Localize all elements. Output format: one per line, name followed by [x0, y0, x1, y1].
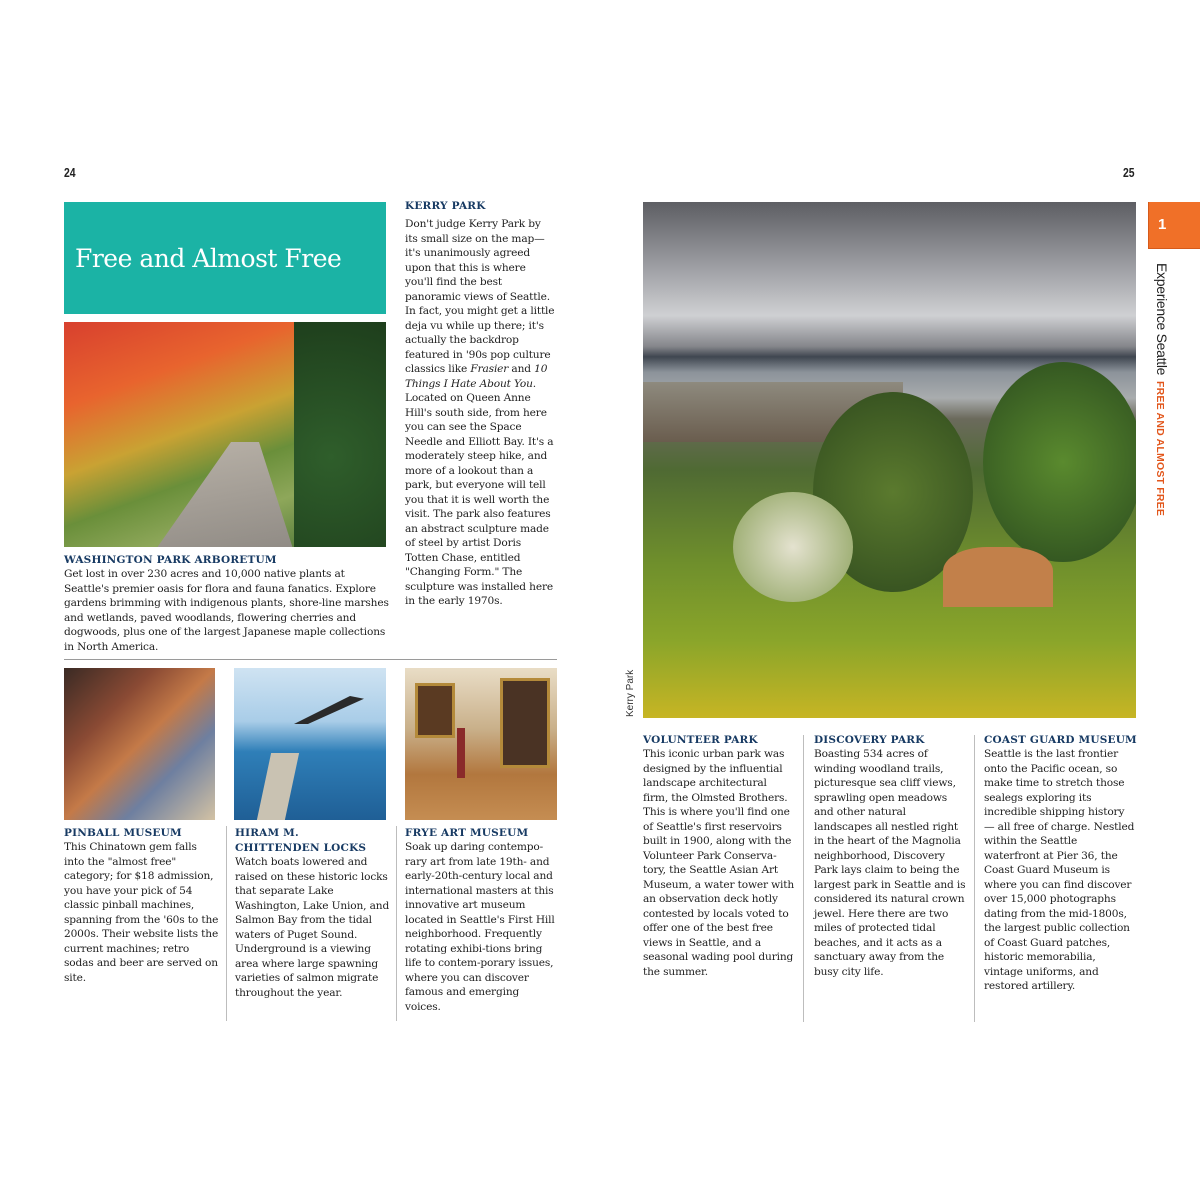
discovery-park-body: Boasting 534 acres of winding woodland trails, picturesque sea cliff views, sprawling open meadows and other natural landscapes all nestled right in the heart of the Magnolia neighborhood, Discovery Park lays claim to being the largest park in Seattle and is considered its natural crown jewel. Here there are two miles of protected tidal beaches, and it acts as a sanctuary away from the busy city life. — [814, 748, 966, 978]
section-title-banner — [64, 202, 386, 314]
chittenden-locks-heading: HIRAM M. CHITTENDEN LOCKS — [235, 827, 367, 854]
frye-art-museum-photo — [405, 668, 557, 820]
frye-art-museum-heading: FRYE ART MUSEUM — [405, 827, 529, 839]
column-divider — [974, 735, 975, 1022]
arboretum-body: Get lost in over 230 acres and 10,000 native plants at Seattle's premier oasis for flora and fauna fanatics. Explore gardens brimming with indigenous plants, shore-line marshes and wetlands, paved woodlands, flowering cherries and dogwoods, plus one of the largest Japanese maple collections in North America. — [64, 568, 389, 653]
kerry-text-and: and — [508, 363, 535, 375]
pinball-museum-body: This Chinatown gem falls into the "almost free" category; for $18 admission, you have your pick of 54 classic pinball machines, spanning from the '60s to the 2000s. Their website lists the current machines; retro sodas and beer are served on site. — [64, 841, 219, 984]
volunteer-park-body: This iconic urban park was designed by the influential landscape architectural firm, the Olmsted Brothers. This is where you'll find one of Seattle's first reservoirs built in 1900, along with the Volunteer Park Conserva-tory, the Seattle Asian Art Museum, a water tower with an observation deck hotly contested by locals voted to offer one of the best free views in Seattle, and a seasonal wading pool during the summer. — [643, 748, 795, 978]
column-divider — [396, 826, 397, 1021]
column-divider — [226, 826, 227, 1021]
pinball-museum-heading: PINBALL MUSEUM — [64, 827, 182, 839]
volunteer-park-heading: VOLUNTEER PARK — [643, 734, 758, 746]
kerry-title-10-things: 10 Things I Hate About You — [405, 363, 548, 390]
pinball-museum-photo — [64, 668, 215, 820]
photo-caption: Kerry Park — [625, 669, 636, 717]
chittenden-locks-photo — [234, 668, 386, 820]
chapter-title: Experience Seattle — [1154, 263, 1170, 376]
kerry-text-2: . Located on Queen Anne Hill's south side, from here you can see the Space Needle and Elliott Bay. It's a moderately steep hike, and more of a lookout than a park, but everyone will tell you that it is well worth the visit. The park also features an abstract sculpture made of steel by artist Doris Totten Chase, entitled "Changing Form." The sculpture was installed here in the early 1970s. — [405, 377, 554, 607]
chittenden-locks-body: Watch boats lowered and raised on these historic locks that separate Lake Washington, Lake Union, and Salmon Bay from the tidal waters of Puget Sound. Underground is a viewing area where large spawning varieties of salmon migrate throughout the year. — [235, 856, 390, 999]
column-divider — [803, 735, 804, 1022]
coast-guard-museum-heading: COAST GUARD MUSEUM — [984, 734, 1137, 746]
page-number-right: 25 — [1123, 165, 1135, 180]
frye-art-museum-body: Soak up daring contempo-rary art from late 19th- and early-20th-century local and international masters at this innovative art museum located in Seattle's First Hill neighborhood. Frequently rotating exhibi-tions bring life to contem-porary issues, where you can discover famous and emerging voices. — [405, 841, 555, 1013]
page-number-left: 24 — [64, 165, 76, 180]
kerry-title-frasier: Frasier — [470, 363, 509, 375]
horizontal-divider — [64, 659, 557, 660]
arboretum-photo — [64, 322, 386, 547]
discovery-park-heading: DISCOVERY PARK — [814, 734, 925, 746]
arboretum-heading: WASHINGTON PARK ARBORETUM — [64, 554, 277, 566]
chapter-tab — [1148, 202, 1200, 249]
running-head: FREE AND ALMOST FREE — [1154, 381, 1166, 517]
kerry-park-body — [405, 217, 555, 609]
section-title: Free and Almost Free — [75, 244, 342, 273]
chapter-number: 1 — [1158, 216, 1167, 233]
kerry-text-1: Don't judge Kerry Park by its small size on the map—it's unanimously agreed upon that this is where you'll find the best panoramic views of Seattle. In fact, you might get a little deja vu while up there; it's actually the backdrop featured in '90s pop culture classics like — [405, 218, 555, 375]
coast-guard-museum-body: Seattle is the last frontier onto the Pacific ocean, so make time to stretch those sealegs exploring its incredible shipping history — all free of charge. Nestled within the Seattle waterfront at Pier 36, the Coast Guard Museum is where you can find discover over 15,000 photographs dating from the mid-1800s, the largest public collection of Coast Guard patches, historic memorabilia, vintage uniforms, and restored artillery. — [984, 748, 1135, 992]
kerry-park-heading: KERRY PARK — [405, 200, 486, 212]
kerry-park-photo — [643, 202, 1136, 718]
